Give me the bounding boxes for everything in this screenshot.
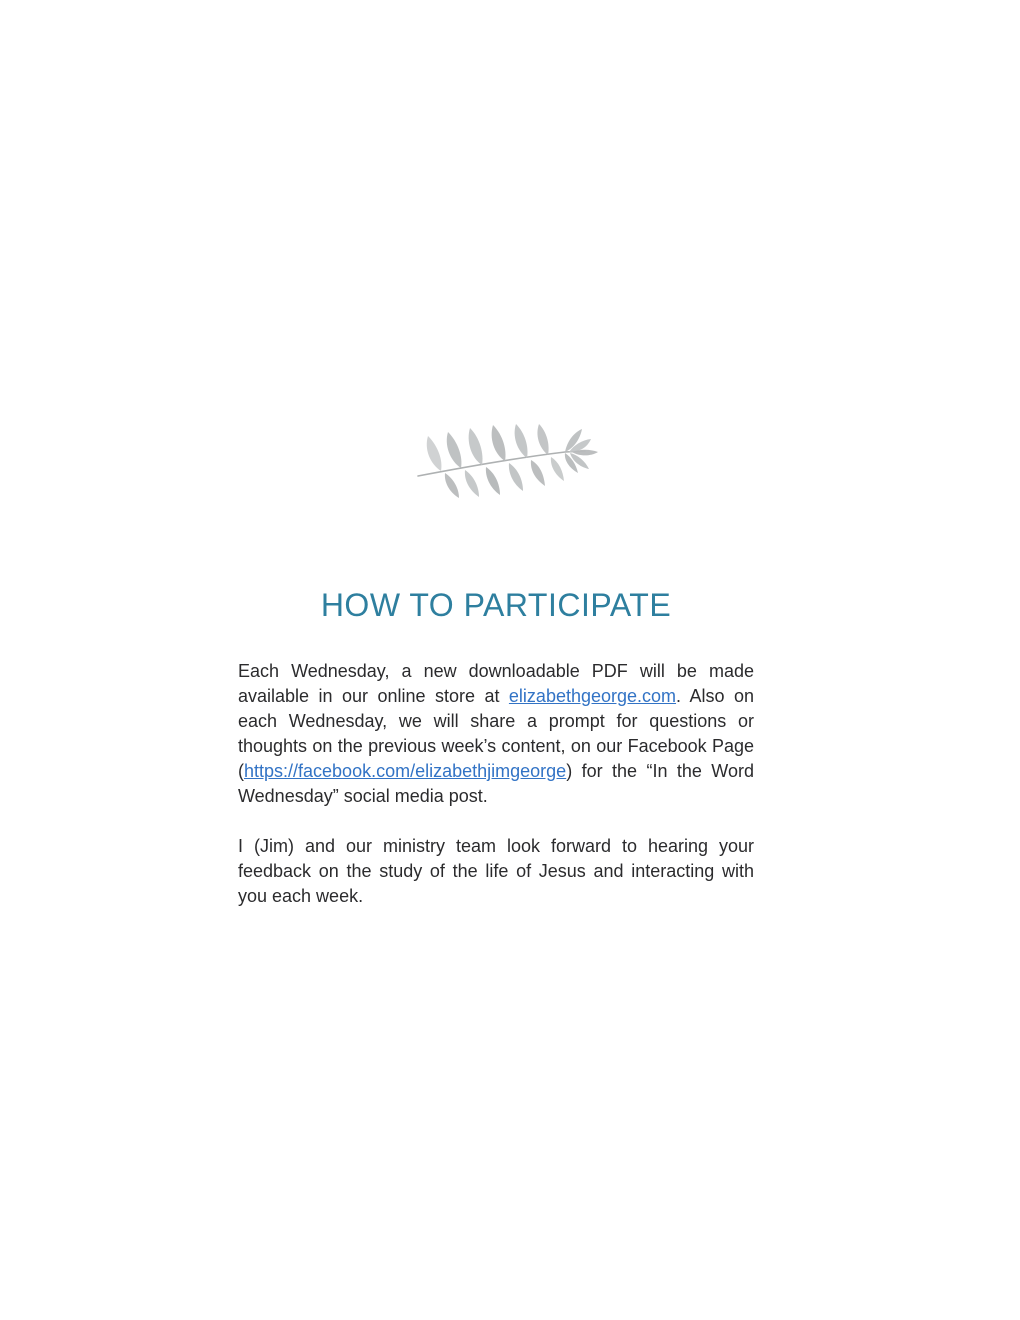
- leaf-branch-icon: [415, 420, 600, 500]
- paragraph: [238, 659, 754, 809]
- text-segment: available in our online store at: [238, 686, 509, 706]
- text-line: [238, 659, 754, 684]
- page-title: HOW TO PARTICIPATE: [320, 587, 672, 623]
- text-segment: you each week.: [238, 886, 364, 906]
- text-segment: I (Jim) and our ministry team look forward to hearing your: [238, 836, 754, 856]
- text-segment: each Wednesday, we will share a prompt for questions or: [238, 711, 754, 731]
- text-segment: Wednesday” social media post.: [238, 786, 488, 806]
- text-segment: (: [238, 761, 244, 781]
- hyperlink[interactable]: elizabethgeorge.com: [508, 686, 677, 706]
- text-line: [238, 834, 754, 859]
- text-segment: thoughts on the previous week’s content, on our Facebook Page: [238, 736, 754, 756]
- text-line: [238, 759, 754, 784]
- text-line: [238, 859, 754, 884]
- body-text: [238, 659, 754, 934]
- text-line: [238, 784, 754, 809]
- text-segment: ) for the “In the Word: [566, 761, 754, 781]
- paragraph: [238, 834, 754, 909]
- text-line: [238, 684, 754, 709]
- text-line: [238, 709, 754, 734]
- text-line: [238, 884, 754, 909]
- text-segment: . Also on: [676, 686, 754, 706]
- text-segment: Each Wednesday, a new downloadable PDF will be made: [238, 661, 754, 681]
- text-segment: feedback on the study of the life of Jesus and interacting with: [238, 861, 754, 881]
- hyperlink[interactable]: https://facebook.com/elizabethjimgeorge: [244, 761, 567, 781]
- text-line: [238, 734, 754, 759]
